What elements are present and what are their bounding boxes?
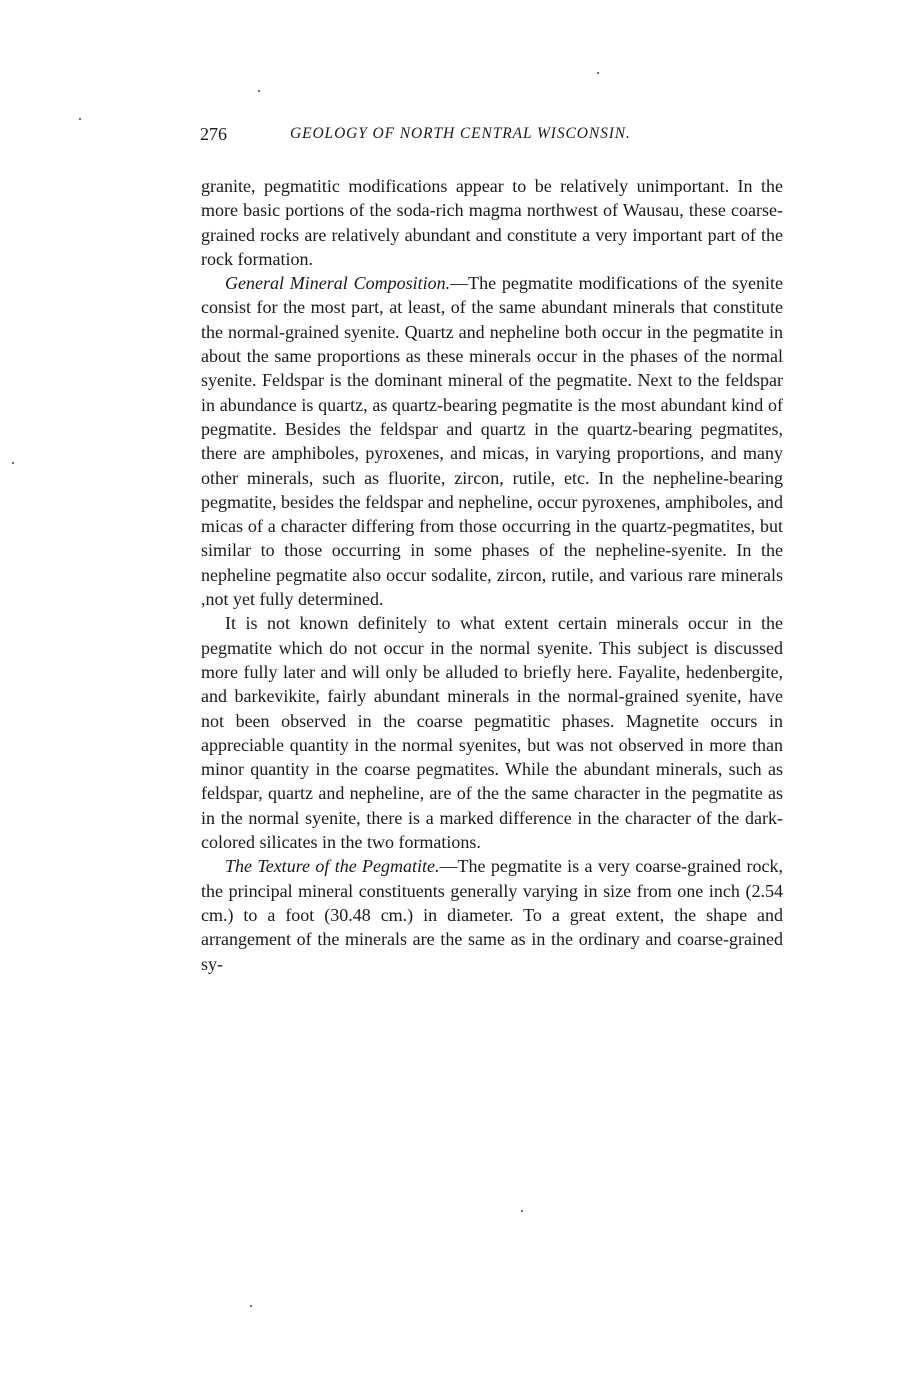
body-text [201,174,783,976]
running-title: GEOLOGY OF NORTH CENTRAL WISCONSIN. [290,125,631,142]
page-header [200,124,785,150]
paragraph-mineral-composition [201,271,783,611]
section-heading-texture: The Texture of the Pegmatite. [225,856,440,877]
scan-speck [521,1210,523,1212]
paragraph-granite-intro [201,174,783,271]
paragraph-text: It is not known definitely to what extent certain minerals occur in the pegmatite which do not occur in the normal syenite. This subject is discussed more fully later and will only be alluded to briefly here. Fayalite, hedenbergite, and barkevikite, fairly abundant minerals in the normal-grained syenite, have not been observed in the coarse pegmatitic phases. Magnetite occurs in appreciable quantity in the normal syenites, but was not observed in more than minor quantity in the coarse pegmatites. While the abundant minerals, such as feldspar, quartz and nepheline, are of the the same character in the pegmatite as in the normal syenite, there is a marked difference in the character of the dark-colored silicates in the two formations. [201,613,783,853]
scan-speck [258,90,260,92]
paragraph-text: —The pegmatite modifications of the syenite consist for the most part, at least, of the same abundant minerals that constitute the normal-grained syenite. Quartz and nepheline both occur in the pegmatite in about the same proportions as these minerals occur in the phases of the normal syenite. Feldspar is the dominant mineral of the pegmatite. Next to the feldspar in abundance is quartz, as quartz-bearing pegmatite is the most abundant kind of pegmatite. Besides the feldspar and quartz in the quartz-bearing pegmatites, there are amphiboles, pyroxenes, and micas, in varying proportions, and many other minerals, such as fluorite, zircon, rutile, etc. In the nepheline-bearing pegmatite, besides the feldspar and nepheline, occur pyroxenes, amphiboles, and micas of a character differing from those occurring in the quartz-pegmatites, but similar to those occurring in some phases of the nepheline-syenite. In the nepheline pegmatite also occur sodalite, zircon, rutile, and various rare minerals ,not yet fully determined. [201,273,783,610]
scan-speck [12,462,14,464]
section-heading-mineral-composition: General Mineral Composition. [225,273,451,294]
scan-speck [250,1305,252,1307]
page-number: 276 [200,124,227,144]
paragraph-text: —The pegmatite is a very coarse-grained rock, the principal mineral constituents generally varying in size from one inch (2.54 cm.) to a foot (30.48 cm.) in diameter. To a great extent, the shape and arrangement of the minerals are the same as in the ordinary and coarse-grained sy- [201,856,783,974]
paragraph-text: granite, pegmatitic modifications appear to be relatively unimportant. In the more basic portions of the soda-rich magma northwest of Wausau, these coarse-grained rocks are relatively abundant and constitute a very important part of the rock formation. [201,176,783,269]
scan-speck [79,118,81,120]
paragraph-mineral-occurrence [201,611,783,854]
paragraph-texture [201,854,783,975]
scan-speck [597,72,599,74]
